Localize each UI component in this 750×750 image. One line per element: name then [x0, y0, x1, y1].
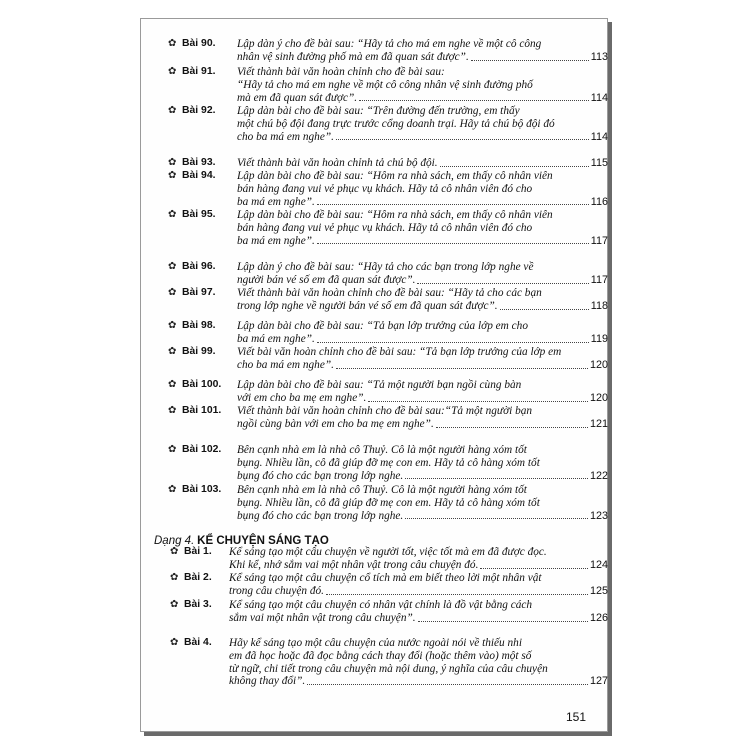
- entry-line-text: cho ba má em nghe”.: [237, 130, 334, 143]
- entry-line: bụng. Nhiều lần, cô đã giúp đỡ mẹ con em. Hãy tả cô hàng xóm tốt: [237, 496, 540, 509]
- entry-page: 120: [589, 391, 608, 404]
- toc-entry: [168, 105, 608, 143]
- flower-bullet-icon: ✿: [168, 346, 177, 357]
- flower-bullet-icon: ✿: [170, 546, 179, 557]
- entry-page: 116: [590, 195, 608, 208]
- flower-bullet-icon: ✿: [168, 157, 177, 168]
- entry-line-text: Khi kể, nhớ sắm vai một nhân vật trong câu chuyện đó.: [229, 558, 479, 571]
- entry-number: Bài 95.: [182, 209, 216, 220]
- entry-text: [229, 599, 608, 625]
- entry-line: Lập dàn bài cho đề bài sau: “Tả bạn lớp trưởng của lớp em cho: [237, 320, 528, 332]
- flower-bullet-icon: ✿: [168, 444, 177, 455]
- toc-entry: [168, 261, 608, 287]
- entry-page: 117: [590, 273, 608, 286]
- entry-line-text: sắm vai một nhân vật trong câu chuyện”.: [229, 611, 416, 624]
- dot-leader: [336, 131, 589, 141]
- entry-page: 124: [589, 558, 608, 571]
- dot-leader: [336, 359, 588, 369]
- entry-line: Lập dàn bài cho đề bài sau: “Trên đường đến trường, em thấy: [237, 105, 520, 117]
- entry-line-text: người bán vé số em đã quan sát được”.: [237, 273, 416, 286]
- entry-text: [229, 637, 608, 688]
- dot-leader: [368, 392, 588, 402]
- entry-line: Viết bài văn hoàn chỉnh cho đề bài sau: “Tả bạn lớp trưởng của lớp em: [237, 346, 562, 358]
- entry-text: [237, 157, 608, 170]
- toc-entry: [168, 346, 608, 372]
- toc-entry: [170, 572, 608, 598]
- entry-line: [229, 585, 608, 598]
- entry-text: [237, 209, 608, 247]
- toc-entry: [168, 405, 608, 431]
- dot-leader: [359, 92, 589, 102]
- entry-page: 122: [589, 469, 608, 482]
- entry-line: [237, 359, 608, 372]
- dot-leader: [317, 196, 589, 206]
- dot-leader: [436, 418, 588, 428]
- dot-leader: [417, 274, 588, 284]
- entry-page: 114: [590, 91, 608, 104]
- entry-line-text: nhân vệ sinh đường phố mà em đã quan sát được”.: [237, 50, 469, 63]
- toc-entry: [168, 66, 608, 104]
- entry-line: bụng. Nhiều lần, cô đã giúp đỡ mẹ con em. Hãy tả cô hàng xóm tốt: [237, 456, 540, 469]
- entry-line-text: cho ba má em nghe”.: [237, 358, 334, 371]
- entry-line: [237, 510, 608, 523]
- entry-line: Lập dàn bài cho đề bài sau: “Hôm ra nhà sách, em thấy cô nhân viên: [237, 170, 553, 182]
- entry-page: 123: [589, 509, 608, 522]
- dot-leader: [326, 585, 588, 595]
- entry-line: Viết thành bài văn hoàn chỉnh cho đề bài sau: “Hãy tả cho các bạn: [237, 287, 542, 299]
- flower-bullet-icon: ✿: [168, 320, 177, 331]
- toc-entry: [168, 484, 608, 522]
- flower-bullet-icon: ✿: [170, 637, 179, 648]
- entry-number: Bài 100.: [182, 379, 222, 390]
- entry-page: 115: [590, 157, 608, 169]
- entry-line: bán hàng đang vui vẻ phục vụ khách. Hãy tả cô nhân viên đó cho: [237, 182, 533, 195]
- entry-line: [237, 235, 608, 248]
- entry-line: Hãy kể sáng tạo một câu chuyện của nước ngoài nói về thiếu nhi: [229, 637, 522, 649]
- section-prefix: Dạng 4.: [154, 535, 195, 547]
- entry-number: Bài 102.: [182, 444, 222, 455]
- entry-line-text: ba má em nghe”.: [237, 195, 315, 208]
- entry-line-text: không thay đổi”.: [229, 675, 306, 688]
- entry-page: 120: [589, 358, 608, 371]
- entry-number: Bài 4.: [184, 637, 212, 648]
- entry-text: [237, 405, 608, 431]
- toc-entry: [170, 546, 608, 572]
- toc-entry: [168, 287, 608, 313]
- dot-leader: [418, 612, 588, 622]
- entry-page: 114: [590, 130, 608, 143]
- entry-number: Bài 98.: [182, 320, 216, 331]
- page-number: 151: [566, 710, 587, 724]
- entry-line-text: ba má em nghe”.: [237, 332, 315, 345]
- entry-text: [237, 261, 608, 287]
- entry-line: [237, 300, 608, 313]
- toc-entry: [170, 637, 608, 688]
- dot-leader: [480, 559, 588, 569]
- dot-leader: [440, 157, 589, 167]
- entry-text: [237, 105, 608, 143]
- dot-leader: [405, 470, 588, 480]
- entry-text: [237, 38, 608, 64]
- entry-line: [237, 196, 608, 209]
- entry-line: em đã học hoặc đã đọc bằng cách thay đổi (hoặc thêm vào) một số: [229, 649, 532, 662]
- entry-line: [229, 675, 608, 688]
- entry-line: từ ngữ, chi tiết trong câu chuyện mà nội dung, ý nghĩa của câu chuyện: [229, 662, 548, 675]
- entry-line: Viết thành bài văn hoàn chỉnh cho đề bài sau:“Tả một người bạn: [237, 405, 533, 417]
- toc-entry: [168, 444, 608, 482]
- entry-line: [237, 333, 608, 346]
- entry-line: [237, 418, 608, 431]
- entry-text: [237, 379, 608, 405]
- dot-leader: [471, 51, 589, 61]
- flower-bullet-icon: ✿: [168, 484, 177, 495]
- entry-page: 117: [590, 234, 608, 247]
- flower-bullet-icon: ✿: [168, 66, 177, 77]
- dot-leader: [405, 510, 588, 520]
- entry-line: Viết thành bài văn hoàn chỉnh cho đề bài sau:: [237, 66, 445, 78]
- entry-text: [237, 444, 608, 482]
- toc-entry: [168, 157, 608, 170]
- entry-line: [237, 92, 608, 105]
- entry-line: [237, 392, 608, 405]
- toc-entry: [170, 599, 608, 625]
- entry-line: [237, 51, 608, 64]
- entry-line: [237, 274, 608, 287]
- entry-line: Bên cạnh nhà em là nhà cô Thuỷ. Cô là một người hàng xóm tốt: [237, 484, 527, 496]
- entry-line-text: Viết thành bài văn hoàn chỉnh tả chú bộ đội.: [237, 157, 438, 169]
- entry-line-text: trong lớp nghe về người bán vé số em đã quan sát được”.: [237, 299, 498, 312]
- section-title: KỂ CHUYỆN SÁNG TẠO: [197, 535, 329, 547]
- entry-line: bán hàng đang vui vẻ phục vụ khách. Hãy tả cô nhân viên đó cho: [237, 221, 533, 234]
- entry-text: [237, 320, 608, 346]
- entry-text: [237, 287, 608, 313]
- toc-entry: [168, 379, 608, 405]
- flower-bullet-icon: ✿: [168, 405, 177, 416]
- flower-bullet-icon: ✿: [168, 105, 177, 116]
- entry-line-text: bụng đó cho các bạn trong lớp nghe.: [237, 509, 404, 522]
- entry-number: Bài 3.: [184, 599, 212, 610]
- flower-bullet-icon: ✿: [170, 599, 179, 610]
- entry-line-text: mà em đã quan sát được”.: [237, 91, 358, 104]
- flower-bullet-icon: ✿: [168, 170, 177, 181]
- entry-line-text: trong câu chuyện đó.: [229, 584, 324, 597]
- entry-page: 126: [589, 611, 608, 624]
- dot-leader: [317, 235, 589, 245]
- flower-bullet-icon: ✿: [168, 38, 177, 49]
- flower-bullet-icon: ✿: [168, 379, 177, 390]
- entry-line: Lập dàn bài cho đề bài sau: “Hôm ra nhà sách, em thấy cô nhân viên: [237, 209, 553, 221]
- entry-line-text: với em cho ba mẹ em nghe”.: [237, 391, 367, 404]
- entry-page: 118: [590, 299, 608, 312]
- entry-number: Bài 99.: [182, 346, 216, 357]
- flower-bullet-icon: ✿: [168, 261, 177, 272]
- entry-number: Bài 101.: [182, 405, 222, 416]
- entry-number: Bài 1.: [184, 546, 212, 557]
- entry-line: [237, 131, 608, 144]
- flower-bullet-icon: ✿: [170, 572, 179, 583]
- flower-bullet-icon: ✿: [168, 209, 177, 220]
- entry-line-text: ngồi cùng bàn với em cho ba mẹ em nghe”.: [237, 417, 434, 430]
- entry-number: Bài 96.: [182, 261, 216, 272]
- entry-text: [229, 546, 608, 572]
- entry-line: [237, 470, 608, 483]
- entry-number: Bài 97.: [182, 287, 216, 298]
- entry-line: [229, 559, 608, 572]
- toc-entry: [168, 38, 608, 64]
- entry-line: Lập dàn ý cho đề bài sau: “Hãy tả cho má em nghe về một cô công: [237, 38, 542, 50]
- dot-leader: [500, 300, 589, 310]
- entry-line: [229, 612, 608, 625]
- entry-line: Kể sáng tạo một câu chuyện về người tốt, việc tốt mà em đã được đọc.: [229, 546, 547, 558]
- section-heading: [154, 535, 329, 547]
- entry-line: một chú bộ đội đang trực trước cổng doanh trại. Hãy tả chú bộ đội đó: [237, 117, 555, 130]
- entry-text: [237, 66, 608, 104]
- entry-line: “Hãy tả cho má em nghe về một cô công nhân vệ sinh đường phố: [237, 78, 533, 91]
- entry-page: 119: [590, 332, 608, 345]
- dot-leader: [307, 675, 588, 685]
- dot-leader: [317, 333, 589, 343]
- entry-line: Lập dàn ý cho đề bài sau: “Hãy tả cho các bạn trong lớp nghe về: [237, 261, 534, 273]
- entry-page: 113: [590, 50, 608, 63]
- entry-line: Kể sáng tạo một câu chuyện cổ tích mà em biết theo lời một nhân vật: [229, 572, 542, 584]
- entry-page: 127: [589, 675, 608, 688]
- entry-number: Bài 103.: [182, 484, 222, 495]
- entry-text: [237, 484, 608, 522]
- toc-entry: [168, 170, 608, 208]
- flower-bullet-icon: ✿: [168, 287, 177, 298]
- entry-line: Bên cạnh nhà em là nhà cô Thuỷ. Cô là một người hàng xóm tốt: [237, 444, 527, 456]
- entry-number: Bài 2.: [184, 572, 212, 583]
- entry-text: [237, 170, 608, 208]
- entry-number: Bài 91.: [182, 66, 216, 77]
- entry-text: [229, 572, 608, 598]
- entry-number: Bài 94.: [182, 170, 216, 181]
- entry-number: Bài 93.: [182, 157, 216, 168]
- entry-line-text: bụng đó cho các bạn trong lớp nghe.: [237, 469, 404, 482]
- toc-entry: [168, 209, 608, 247]
- entry-page: 121: [589, 417, 608, 430]
- entry-line-text: ba má em nghe”.: [237, 234, 315, 247]
- entry-number: Bài 90.: [182, 38, 216, 49]
- entry-line: Lập dàn bài cho đề bài sau: “Tả một người bạn ngồi cùng bàn: [237, 379, 522, 391]
- entry-line: [237, 157, 608, 170]
- toc-entry: [168, 320, 608, 346]
- entry-page: 125: [589, 584, 608, 597]
- entry-number: Bài 92.: [182, 105, 216, 116]
- entry-text: [237, 346, 608, 372]
- entry-line: Kể sáng tạo một câu chuyện có nhân vật chính là đồ vật bằng cách: [229, 599, 533, 611]
